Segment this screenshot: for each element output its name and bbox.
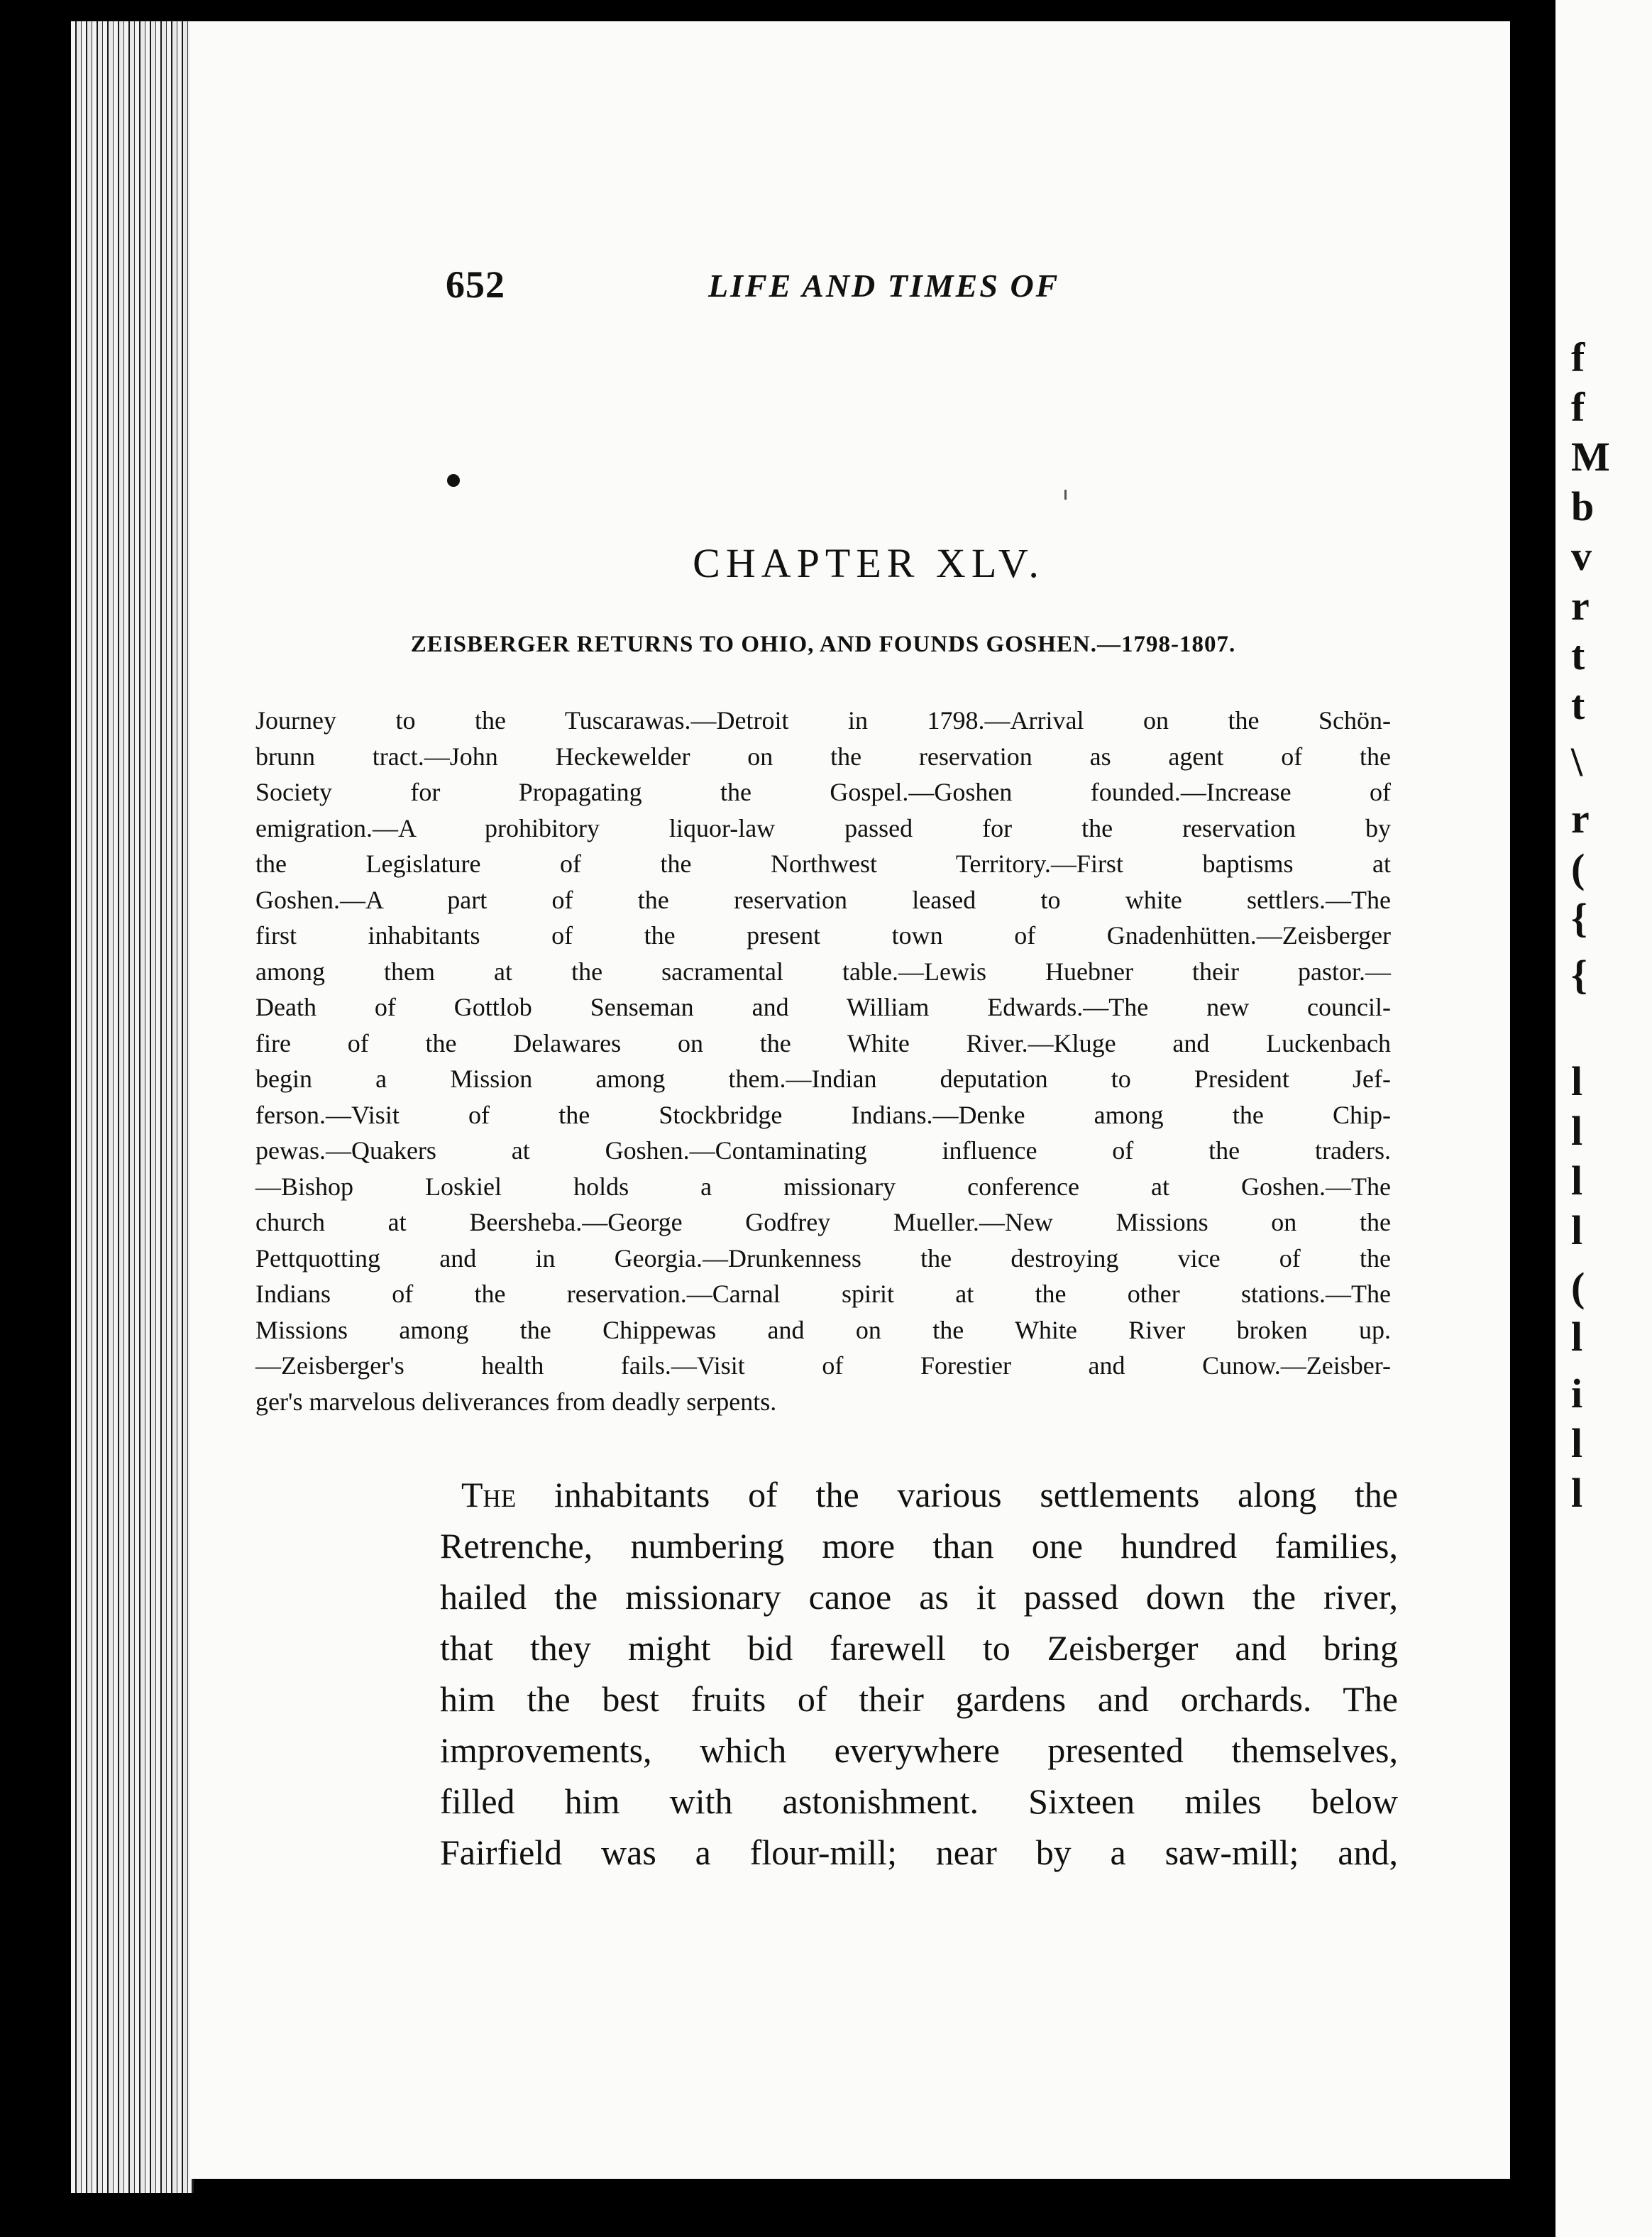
facing-page-letter: {	[1571, 952, 1587, 998]
synopsis-line: fire of the Delawares on the White River.—Kluge and Luckenbach	[255, 1028, 1391, 1057]
body-line-text: inhabitants of the various settlements along the	[516, 1475, 1398, 1515]
facing-page-letter: t	[1571, 682, 1585, 728]
facing-page-letter: r	[1571, 583, 1590, 629]
facing-page-letter: l	[1571, 1207, 1583, 1253]
facing-page-letter: l	[1571, 1314, 1583, 1360]
chapter-title: CHAPTER XLV.	[693, 540, 1045, 586]
page-number: 652	[446, 263, 505, 306]
chapter-subtitle: ZEISBERGER RETURNS TO OHIO, AND FOUNDS GOSHEN.—1798-1807.	[410, 632, 1236, 657]
synopsis-line: Society for Propagating the Gospel.—Goshen founded.—Increase of	[255, 778, 1391, 806]
synopsis-line: the Legislature of the Northwest Territory.—First baptisms at	[255, 850, 1391, 878]
print-mark	[1064, 490, 1067, 500]
running-head: LIFE AND TIMES OF	[708, 268, 1060, 304]
facing-page-letter: r	[1571, 796, 1590, 842]
synopsis-line: pewas.—Quakers at Goshen.—Contaminating influence of the traders.	[255, 1136, 1391, 1165]
body-line: Fairfield was a flour-mill; near by a saw-mill; and,	[440, 1832, 1398, 1872]
facing-page-letter: f	[1571, 384, 1585, 430]
facing-page-letter: l	[1571, 1058, 1583, 1104]
page-header	[190, 263, 1510, 312]
synopsis-line: ferson.—Visit of the Stockbridge Indians.—Denke among the Chip-	[255, 1100, 1391, 1129]
facing-page-letter: f	[1571, 334, 1585, 380]
facing-page-letter: {	[1571, 895, 1587, 941]
body-line: that they might bid farewell to Zeisberger and bring	[440, 1628, 1398, 1668]
synopsis-line: —Bishop Loskiel holds a missionary conference at Goshen.—The	[255, 1172, 1391, 1201]
facing-page-letter: \	[1571, 739, 1583, 785]
facing-page-letter: v	[1571, 533, 1592, 579]
chapter-synopsis	[255, 703, 1391, 1419]
synopsis-line: emigration.—A prohibitory liquor-law passed for the reservation by	[255, 813, 1391, 842]
page-edges	[71, 21, 194, 2193]
body-line: improvements, which everywhere presented themselves,	[440, 1730, 1398, 1770]
body-paragraph	[440, 1469, 1398, 1878]
facing-page-letter: l	[1571, 1158, 1583, 1204]
body-line: hailed the missionary canoe as it passed down the river,	[440, 1577, 1398, 1617]
synopsis-line: brunn tract.—John Heckewelder on the reservation as agent of the	[255, 742, 1391, 771]
gutter	[1533, 0, 1547, 2237]
opening-word: The	[461, 1475, 517, 1515]
facing-page-letter: M	[1571, 434, 1610, 480]
synopsis-line: Pettquotting and in Georgia.—Drunkenness the destroying vice of the	[255, 1243, 1391, 1273]
synopsis-line: begin a Mission among them.—Indian deputation to President Jef-	[255, 1065, 1391, 1093]
synopsis-line: Indians of the reservation.—Carnal spirit at the other stations.—The	[255, 1280, 1391, 1308]
synopsis-line: first inhabitants of the present town of Gnadenhütten.—Zeisberger	[255, 921, 1391, 950]
synopsis-line: Goshen.—A part of the reservation leased to white settlers.—The	[255, 885, 1391, 914]
synopsis-line: ger's marvelous deliverances from deadly serpents.	[255, 1387, 777, 1416]
body-line: Retrenche, numbering more than one hundred families,	[440, 1526, 1398, 1566]
facing-page-letter: (	[1571, 1264, 1585, 1310]
synopsis-line: among them at the sacramental table.—Lewis Huebner their pastor.—	[255, 957, 1391, 986]
synopsis-line: Missions among the Chippewas and on the White River broken up.	[255, 1315, 1391, 1344]
body-line	[461, 1469, 1398, 1520]
facing-page-fragment	[1555, 0, 1652, 2237]
facing-page-letter: (	[1571, 845, 1585, 891]
facing-page-letter: l	[1571, 1108, 1583, 1154]
body-line: him the best fruits of their gardens and orchards. The	[440, 1679, 1398, 1719]
facing-page-letter: l	[1571, 1420, 1583, 1466]
facing-page-letter: t	[1571, 632, 1585, 678]
synopsis-line: church at Beersheba.—George Godfrey Mueller.—New Missions on the	[255, 1208, 1391, 1236]
synopsis-line: Journey to the Tuscarawas.—Detroit in 1798.—Arrival on the Schön-	[255, 706, 1391, 735]
synopsis-line: Death of Gottlob Senseman and William Edwards.—The new council-	[255, 993, 1391, 1021]
facing-page-letter: l	[1571, 1470, 1583, 1516]
facing-page-letter: b	[1571, 483, 1595, 529]
body-line: filled him with astonishment. Sixteen miles below	[440, 1781, 1398, 1821]
ornament-dot	[447, 474, 460, 487]
facing-page-letter: i	[1571, 1370, 1583, 1417]
synopsis-line: —Zeisberger's health fails.—Visit of Forestier and Cunow.—Zeisber-	[255, 1351, 1391, 1380]
